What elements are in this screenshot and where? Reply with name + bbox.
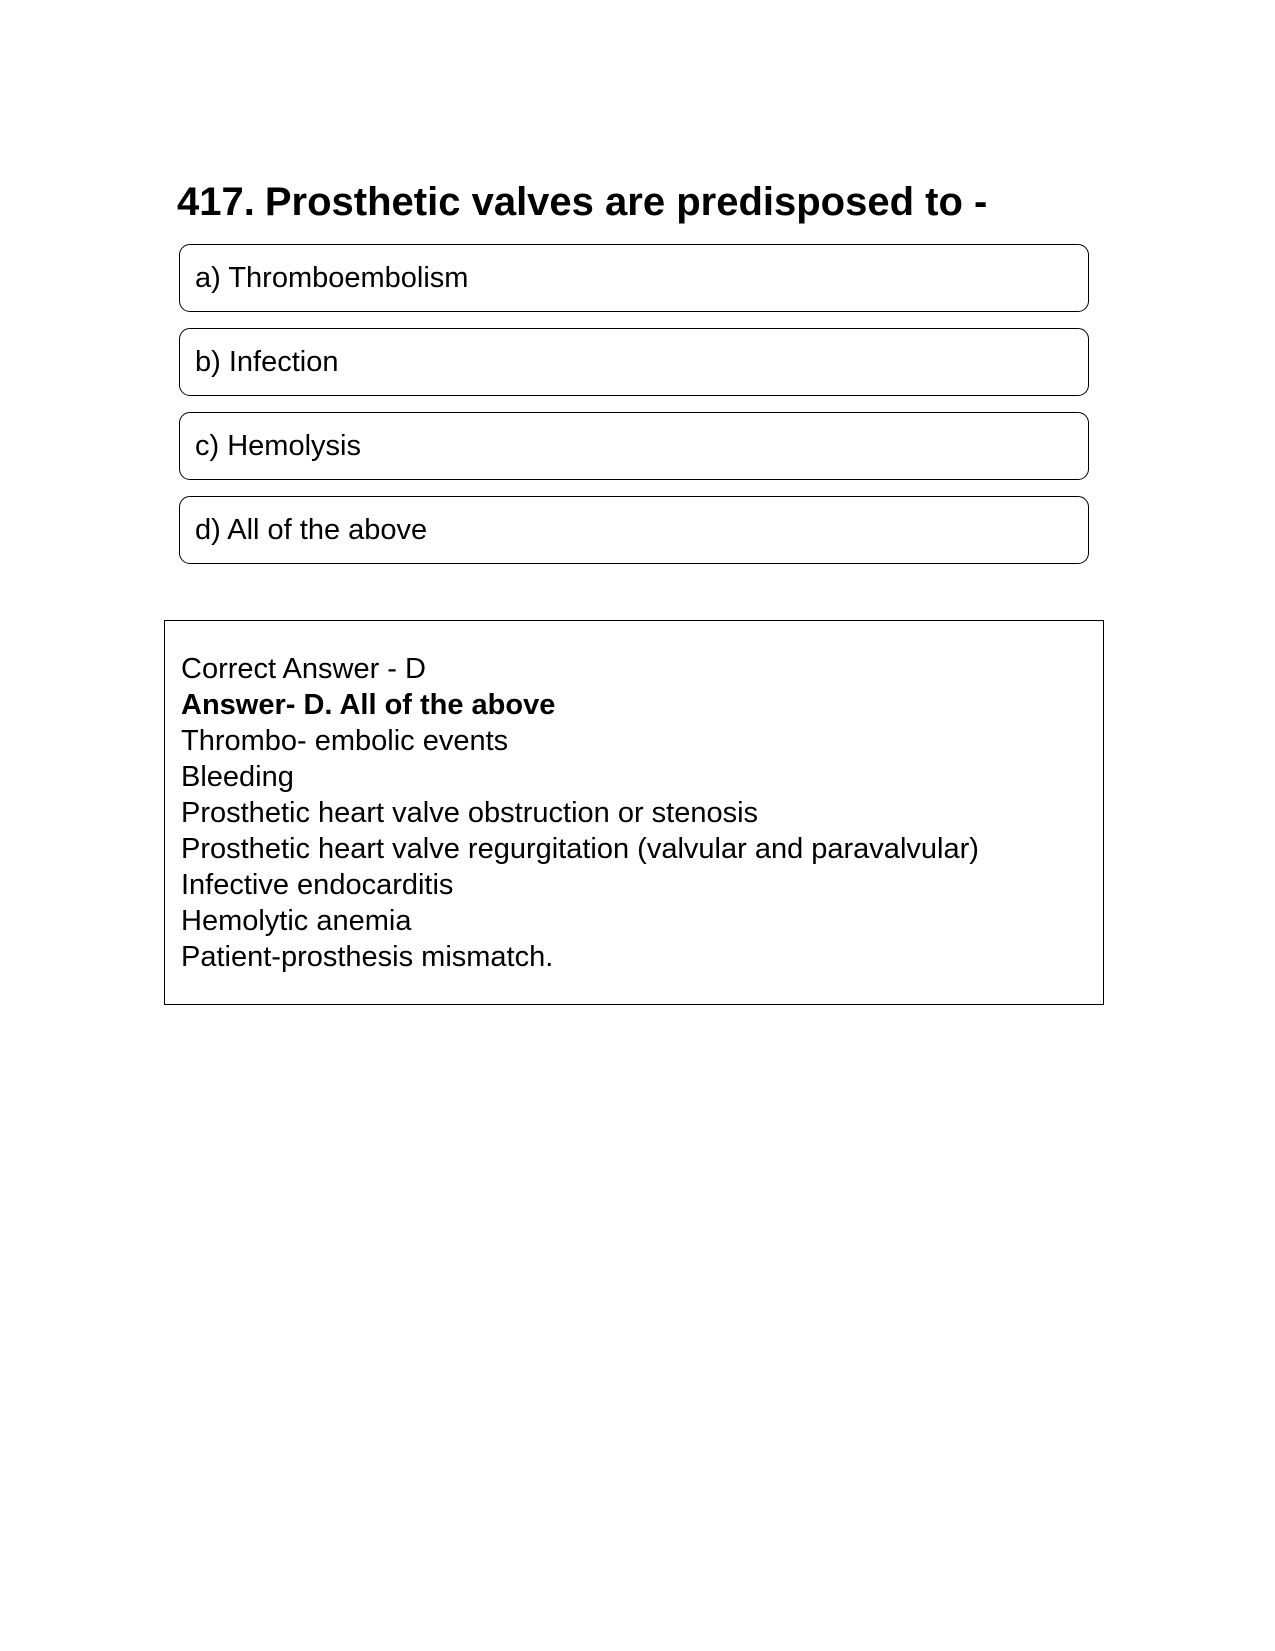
option-a[interactable] (179, 244, 1089, 312)
answer-box (164, 620, 1104, 1005)
option-c-label: c) Hemolysis (195, 429, 361, 462)
option-d-label: d) All of the above (195, 513, 428, 546)
question-text: Prosthetic valves are predisposed to - (264, 180, 988, 224)
options-list (179, 244, 1089, 580)
question-title (177, 178, 1097, 226)
option-c[interactable] (179, 412, 1089, 480)
explanation-line: Prosthetic heart valve regurgitation (valvular and paravalvular) (181, 833, 979, 865)
correct-answer-label: Correct Answer - D (181, 653, 426, 685)
explanation-line: Prosthetic heart valve obstruction or stenosis (181, 797, 759, 829)
explanation-line: Patient-prosthesis mismatch. (181, 941, 554, 973)
explanation-line: Thrombo- embolic events (181, 725, 509, 757)
question-number: 417. (177, 180, 255, 224)
explanation-line: Infective endocarditis (181, 869, 454, 901)
option-a-label: a) Thromboembolism (195, 261, 469, 294)
option-d[interactable] (179, 496, 1089, 564)
option-b[interactable] (179, 328, 1089, 396)
explanation-line: Bleeding (181, 761, 294, 793)
explanation-line: Hemolytic anemia (181, 905, 412, 937)
option-b-label: b) Infection (195, 345, 339, 378)
answer-heading: Answer- D. All of the above (181, 689, 556, 721)
